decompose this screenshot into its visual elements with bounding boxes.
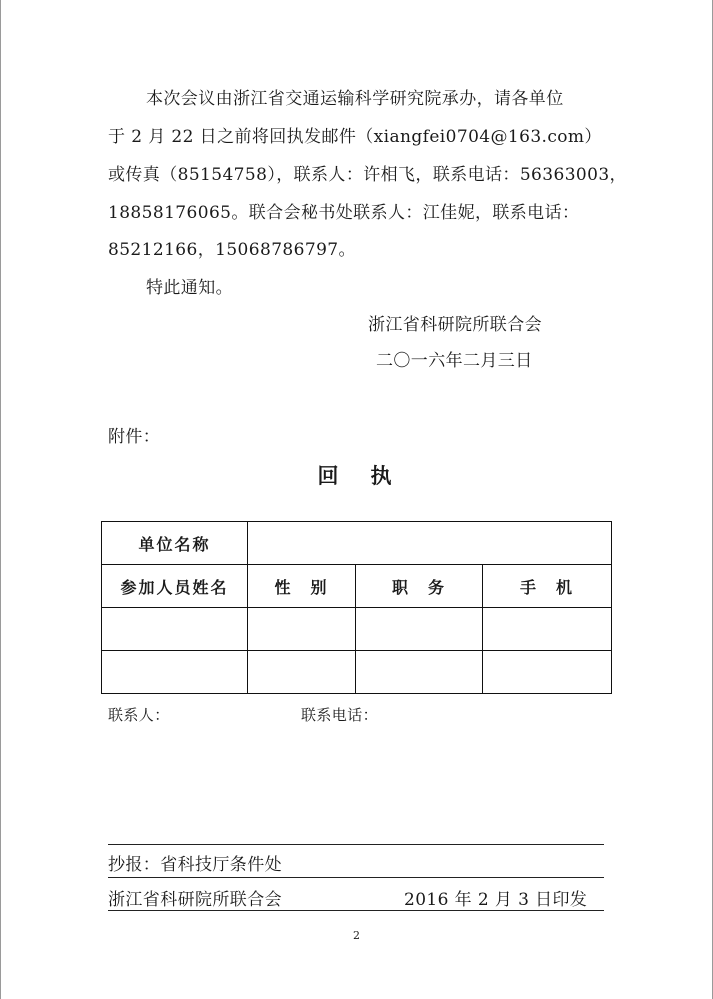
header-row: [102, 565, 612, 608]
attachment-label: 附件：: [108, 427, 161, 447]
receipt-title-part2: 执: [370, 463, 396, 488]
table-cell[interactable]: [483, 608, 612, 651]
header-participant-name: 参加人员姓名: [102, 565, 248, 608]
signer: 浙江省科研院所联合会: [368, 315, 542, 335]
footer-rule-top: [108, 844, 604, 845]
footer-rule-middle: [108, 877, 604, 878]
table-row: [102, 651, 612, 694]
receipt-title-part1: 回: [317, 463, 343, 488]
header-gender: 性 别: [248, 565, 356, 608]
page-number: 2: [353, 929, 360, 942]
table-row: [102, 608, 612, 651]
header-mobile: 手 机: [483, 565, 612, 608]
paragraph-line-2: 于 2 月 22 日之前将回执发邮件（xiangfei0704@163.com）: [108, 127, 602, 147]
issuer: 浙江省科研院所联合会: [108, 890, 282, 910]
receipt-title: [0, 460, 713, 490]
footer-rule-bottom: [108, 910, 604, 911]
header-position: 职 务: [356, 565, 483, 608]
issue-date: 2016 年 2 月 3 日印发: [404, 890, 588, 910]
table-cell[interactable]: [102, 608, 248, 651]
table-cell[interactable]: [102, 651, 248, 694]
unit-name-label: 单位名称: [102, 522, 248, 565]
receipt-table: [101, 521, 612, 694]
closing-text: 特此通知。: [146, 278, 233, 298]
unit-name-field[interactable]: [248, 522, 612, 565]
paragraph-line-4: 18858176065。联合会秘书处联系人：江佳妮，联系电话：: [108, 203, 580, 223]
page-border-left: [0, 0, 1, 999]
contact-person-label: 联系人：: [108, 706, 170, 724]
table-cell[interactable]: [356, 608, 483, 651]
paragraph-line-3: 或传真（85154758），联系人：许相飞，联系电话：56363003，: [108, 165, 627, 185]
table-cell[interactable]: [483, 651, 612, 694]
paragraph-line-1: 本次会议由浙江省交通运输科学研究院承办，请各单位: [146, 89, 564, 109]
contact-phone-label: 联系电话：: [301, 706, 379, 724]
unit-name-row: [102, 522, 612, 565]
document-date: 二〇一六年二月三日: [376, 351, 533, 371]
table-cell[interactable]: [248, 608, 356, 651]
table-cell[interactable]: [248, 651, 356, 694]
cc-line: 抄报：省科技厅条件处: [108, 855, 282, 875]
paragraph-line-5: 85212166，15068786797。: [108, 240, 356, 260]
table-cell[interactable]: [356, 651, 483, 694]
